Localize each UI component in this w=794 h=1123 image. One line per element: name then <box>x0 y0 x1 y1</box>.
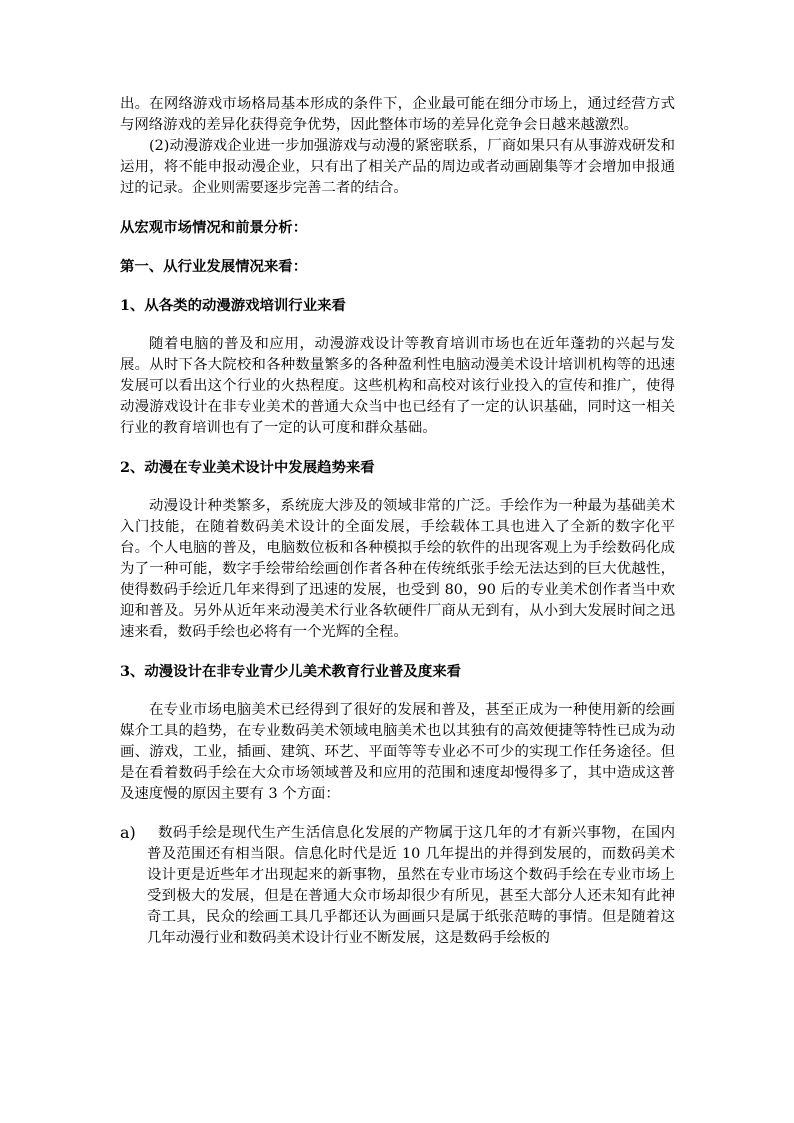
heading-section-1: 1、从各类的动漫游戏培训行业来看 <box>120 297 346 314</box>
list-item-a-text: 数码手绘是现代生产生活信息化发展的产物属于这几年的才有新兴事物，在国内普及范围还有相当限。信息化时代是近 10 几年提出的并得到发展的，而数码美术设计更是近些年才出现起来的新事物，虽然在专业市场这个数码手绘在专业市场上受到极大的发展，但是在普通大众市场却很少有所见，甚至大部分人还未知有此神奇工具，民众的绘画工具几乎都还认为画画只是属于纸张范畴的事情。但是随着这几年动漫行业和数码美术设计行业不断发展，这是数码手绘板的 <box>147 825 675 946</box>
paragraph-professional-design: 动漫设计种类繁多，系统庞大涉及的领域非常的广泛。手绘作为一种最为基础美术入门技能，在随着数码美术设计的全面发展，手绘载体工具也进入了全新的数字化平台。个人电脑的普及，电脑数位板和各种模拟手绘的软件的出现客观上为手绘数码化成为了一种可能，数字手绘带给绘画创作者各种在传统纸张手绘无法达到的巨大优越性，使得数码手绘近几年来得到了迅速的发展，也受到 80，90 后的专业美术创作者当中欢迎和普及。另外从近年来动漫美术行业各软硬件厂商从无到有，从小到大发展时间之迅速来看，数码手绘也必将有一个光辉的全程。 <box>120 498 675 640</box>
document-page <box>120 94 675 949</box>
heading-macro-analysis: 从宏观市场情况和前景分析： <box>120 219 308 236</box>
paragraph-youth-education: 在专业市场电脑美术已经得到了很好的发展和普及，甚至正成为一种使用新的绘画媒介工具的趋势，在专业数码美术领域电脑美术也以其独有的高效便捷等特性已成为动画、游戏，工业，插画、建筑、环艺、平面等等专业必不可少的实现工作任务途径。但是在看着数码手绘在大众市场领域普及和应用的范围和速度却慢得多了，其中造成这普及速度慢的原因主要有 3 个方面： <box>120 702 675 802</box>
heading-section-2: 2、动漫在专业美术设计中发展趋势来看 <box>120 459 375 476</box>
list-marker-a: a) <box>120 823 136 842</box>
heading-industry-development: 第一、从行业发展情况来看： <box>120 258 308 275</box>
paragraph-training-industry: 随着电脑的普及和应用，动漫游戏设计等教育培训市场也在近年蓬勃的兴起与发展。从时下各大院校和各种数量繁多的各种盈利性电脑动漫美术设计培训机构等的迅速发展可以看出这个行业的火热程度。这些机构和高校对该行业投入的宣传和推广，使得动漫游戏设计在非专业美术的普通大众当中也已经有了一定的认识基础，同时这一相关行业的教育培训也有了一定的认可度和群众基础。 <box>120 336 675 436</box>
paragraph-intro-continued: 出。在网络游戏市场格局基本形成的条件下，企业最可能在细分市场上，通过经营方式与网络游戏的差异化获得竞争优势，因此整体市场的差异化竞争会日越来越激烈。 <box>120 96 675 133</box>
list-item-a <box>120 823 675 949</box>
heading-section-3: 3、动漫设计在非专业青少儿美术教育行业普及度来看 <box>120 663 461 680</box>
paragraph-point-2: (2)动漫游戏企业进一步加强游戏与动漫的紧密联系，厂商如果只有从事游戏研发和运用，将不能申报动漫企业，只有出了相关产品的周边或者动画剧集等才会增加申报通过的记录。企业则需要逐步完善二者的结合。 <box>120 138 675 196</box>
